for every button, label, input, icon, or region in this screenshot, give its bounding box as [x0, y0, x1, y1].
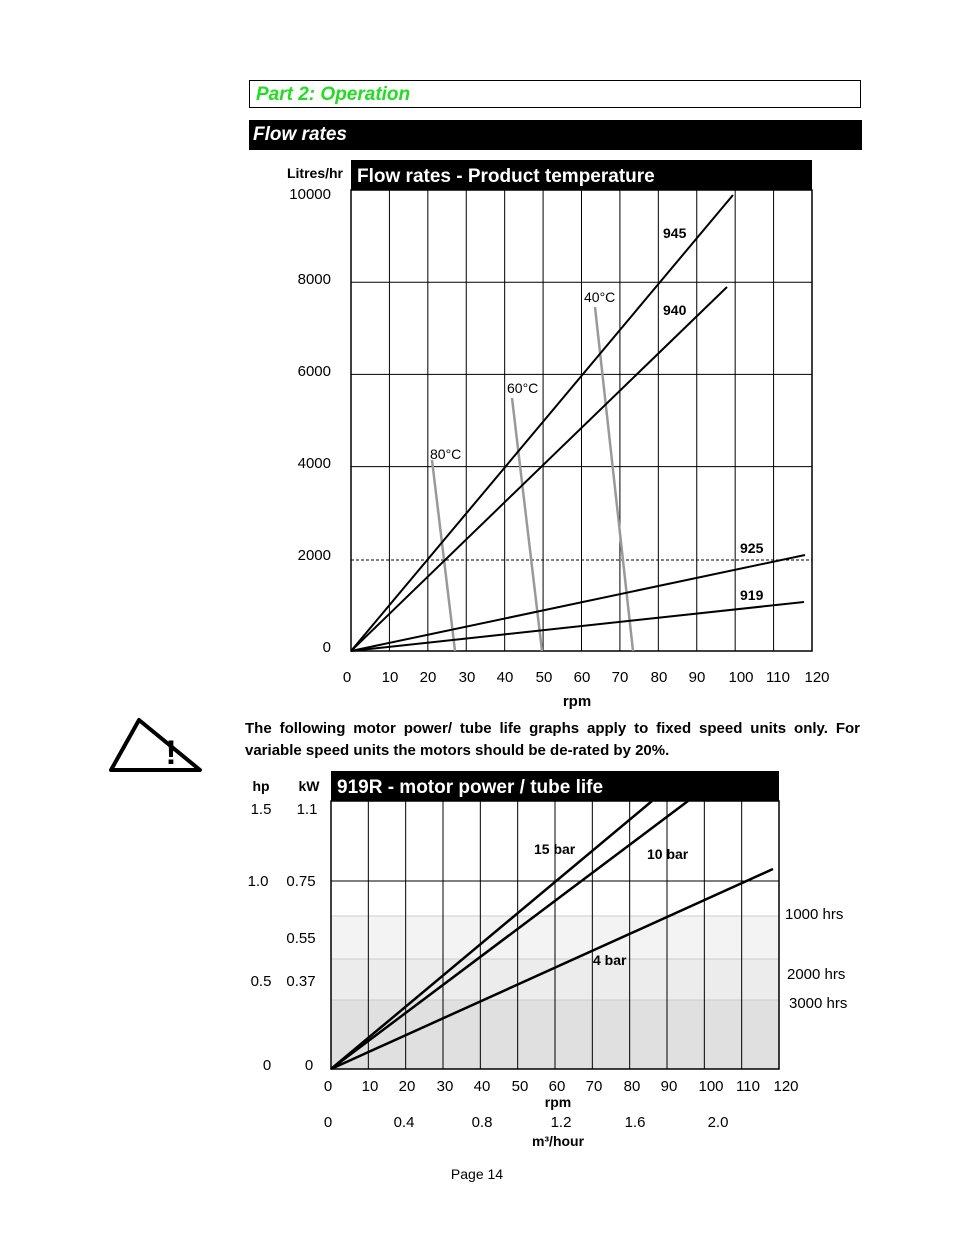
chart1-x-tick: 70 — [611, 669, 629, 686]
chart2-x-tick: 80 — [623, 1078, 641, 1095]
chart2-x-tick: 110 — [736, 1078, 760, 1095]
chart2-x-tick: 120 — [773, 1078, 799, 1095]
chart1-y-tick: 4000 — [297, 455, 331, 472]
chart2-hp-header: hp — [252, 778, 270, 794]
chart1-x-tick: 100 — [728, 669, 754, 686]
chart2-flow-label: m³/hour — [531, 1133, 585, 1149]
chart2-flow-tick: 2.0 — [707, 1114, 729, 1131]
chart2-x-tick: 10 — [361, 1078, 379, 1095]
chart1-x-tick: 20 — [419, 669, 437, 686]
chart2-flow-ticks — [324, 1114, 729, 1131]
chart1-title: Flow rates - Product temperature — [357, 166, 655, 187]
chart1-y-tick: 6000 — [297, 363, 331, 380]
chart1-x-tick: 80 — [650, 669, 668, 686]
chart2-flow-tick: 1.2 — [550, 1114, 572, 1131]
label-945: 945 — [663, 225, 687, 241]
svg-text:!: ! — [165, 734, 177, 772]
chart2-x-tick: 30 — [436, 1078, 454, 1095]
chart1-y-tick: 8000 — [297, 271, 331, 288]
chart1-y-tick: 10000 — [289, 186, 331, 203]
label-1000hrs: 1000 hrs — [785, 906, 844, 923]
label-40c: 40°C — [584, 289, 616, 305]
chart2-x-tick: 60 — [548, 1078, 566, 1095]
chart2-x-tick: 40 — [473, 1078, 491, 1095]
label-940: 940 — [663, 302, 687, 318]
chart2-flow-tick: 0 — [323, 1114, 333, 1131]
chart1-x-tick: 10 — [381, 669, 399, 686]
chart1-x-tick: 60 — [573, 669, 591, 686]
chart2-x-tick: 100 — [698, 1078, 724, 1095]
chart2-x-tick: 70 — [585, 1078, 603, 1095]
chart1-x-label: rpm — [562, 693, 592, 710]
kw-tick-0.55: 0.55 — [286, 930, 316, 947]
label-919: 919 — [740, 587, 764, 603]
warning-text: The following motor power/ tube life graphs apply to fixed speed units only. For variable speed units the motors should be de-rated by 20%. — [245, 720, 860, 759]
label-925: 925 — [740, 540, 764, 556]
section-title: Part 2: Operation — [256, 84, 411, 105]
hp-tick-1.5: 1.5 — [250, 801, 272, 818]
chart1-x-tick: 120 — [804, 669, 830, 686]
label-80c: 80°C — [430, 446, 462, 462]
chart2-x-ticks — [324, 1078, 799, 1095]
chart2-flow-tick: 0.4 — [393, 1114, 415, 1131]
kw-tick-0: 0 — [304, 1057, 314, 1074]
hp-tick-0: 0 — [262, 1057, 272, 1074]
kw-tick-0.37: 0.37 — [286, 973, 316, 990]
kw-tick-0.75: 0.75 — [286, 873, 316, 890]
label-15bar: 15 bar — [534, 841, 576, 857]
chart1-y-tick: 2000 — [297, 547, 331, 564]
chart2-flow-tick: 0.8 — [471, 1114, 493, 1131]
chart2-x-tick: 50 — [511, 1078, 529, 1095]
kw-tick-1.1: 1.1 — [296, 801, 318, 818]
hp-tick-1.0: 1.0 — [247, 873, 269, 890]
chart2-x-tick: 90 — [660, 1078, 678, 1095]
label-2000hrs: 2000 hrs — [787, 966, 846, 983]
label-4bar: 4 bar — [593, 952, 627, 968]
label-3000hrs: 3000 hrs — [789, 995, 848, 1012]
chart2-flow-tick: 1.6 — [624, 1114, 646, 1131]
label-10bar: 10 bar — [647, 846, 689, 862]
chart2-title: 919R - motor power / tube life — [337, 777, 604, 798]
chart2-x-tick: 0 — [323, 1078, 333, 1095]
chart2-x-label: rpm — [544, 1094, 572, 1110]
chart1-y-tick: 0 — [322, 639, 331, 656]
chart2-x-tick: 20 — [398, 1078, 416, 1095]
chart2-kw-header: kW — [298, 778, 320, 794]
chart1-x-tick: 50 — [535, 669, 553, 686]
label-60c: 60°C — [507, 380, 539, 396]
subsection-title: Flow rates — [253, 124, 347, 145]
chart1-x-tick: 110 — [766, 669, 790, 686]
chart1-y-unit: Litres/hr — [286, 165, 343, 181]
chart1-x-tick: 40 — [496, 669, 514, 686]
chart1-x-tick: 30 — [458, 669, 476, 686]
chart1-x-tick: 90 — [688, 669, 706, 686]
chart1-x-tick: 0 — [342, 669, 352, 686]
hp-tick-0.5: 0.5 — [250, 973, 272, 990]
page-number: Page 14 — [450, 1166, 504, 1182]
